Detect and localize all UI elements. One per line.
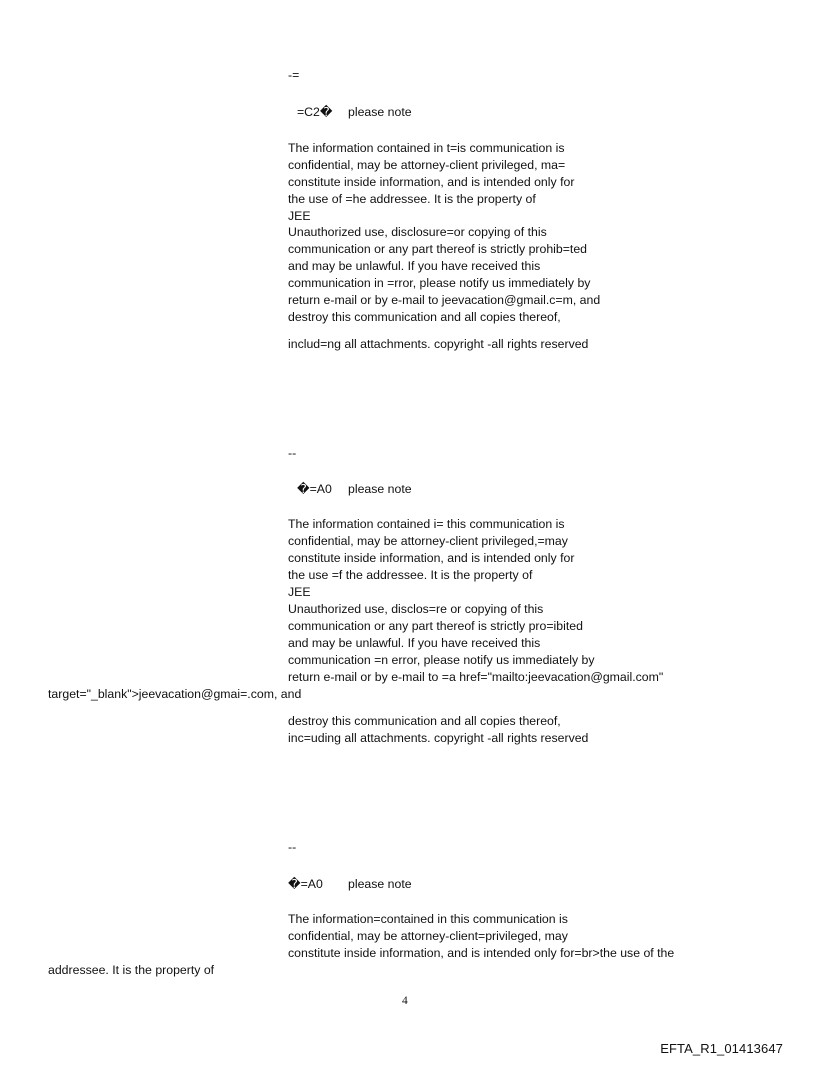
page-number: 4 (402, 995, 408, 1007)
notice-line: the use =f the addressee. It is the property of (288, 568, 533, 582)
notice-line: confidential, may be attorney-client privileged, ma= (288, 158, 566, 172)
notice-line: destroy this communication and all copies thereof, (288, 714, 561, 728)
notice-line: The information=contained in this communication is (288, 912, 568, 926)
note-label-1: please note (348, 105, 412, 119)
notice-line: destroy this communication and all copies thereof, (288, 310, 561, 324)
document-reference: EFTA_R1_01413647 (660, 1041, 783, 1056)
notice-line: confidential, may be attorney-client=privileged, may (288, 929, 568, 943)
notice-line: inc=uding all attachments. copyright -all rights reserved (288, 731, 589, 745)
notice-line: includ=ng all attachments. copyright -all rights reserved (288, 337, 589, 351)
notice-line: return e-mail or by e-mail to jeevacation@gmail.c=m, and (288, 293, 601, 307)
notice-overflow-line: target="_blank">jeevacation@gmai=.com, and (48, 687, 302, 701)
notice-line: communication in =rror, please notify us immediately by (288, 276, 591, 290)
notice-line: constitute inside information, and is intended only for (288, 551, 575, 565)
notice-line: The information contained i= this communication is (288, 517, 565, 531)
notice-line: communication =n error, please notify us immediately by (288, 653, 595, 667)
note-code-1: =C2� (297, 105, 333, 119)
note-code-2: �=A0 (297, 482, 332, 496)
notice-line: communication or any part thereof is strictly prohib=ted (288, 242, 588, 256)
replacement-char-icon: � (319, 105, 333, 119)
notice-line: the use of =he addressee. It is the property of (288, 192, 536, 206)
notice-line: confidential, may be attorney-client privileged,=may (288, 534, 568, 548)
notice-line: The information contained in t=is communication is (288, 141, 565, 155)
notice-line: JEE (288, 209, 311, 223)
separator-2: -- (288, 446, 297, 460)
notice-line: and may be unlawful. If you have received this (288, 259, 541, 273)
note-label-3: please note (348, 877, 412, 891)
notice-line: communication or any part thereof is strictly pro=ibited (288, 619, 583, 633)
note-label-2: please note (348, 482, 412, 496)
notice-line: Unauthorized use, disclosure=or copying of this (288, 225, 547, 239)
notice-overflow-line: addressee. It is the property of (48, 963, 215, 977)
note-code-3: �=A0 (288, 877, 323, 891)
separator-1: -= (288, 68, 300, 82)
notice-line: return e-mail or by e-mail to =a href="mailto:jeevacation@gmail.com" (288, 670, 664, 684)
notice-line: JEE (288, 585, 311, 599)
notice-line: Unauthorized use, disclos=re or copying of this (288, 602, 544, 616)
notice-line: constitute inside information, and is intended only for=br>the use of the (288, 946, 675, 960)
notice-line: and may be unlawful. If you have received this (288, 636, 541, 650)
notice-line: constitute inside information, and is intended only for (288, 175, 575, 189)
separator-3: -- (288, 840, 297, 854)
